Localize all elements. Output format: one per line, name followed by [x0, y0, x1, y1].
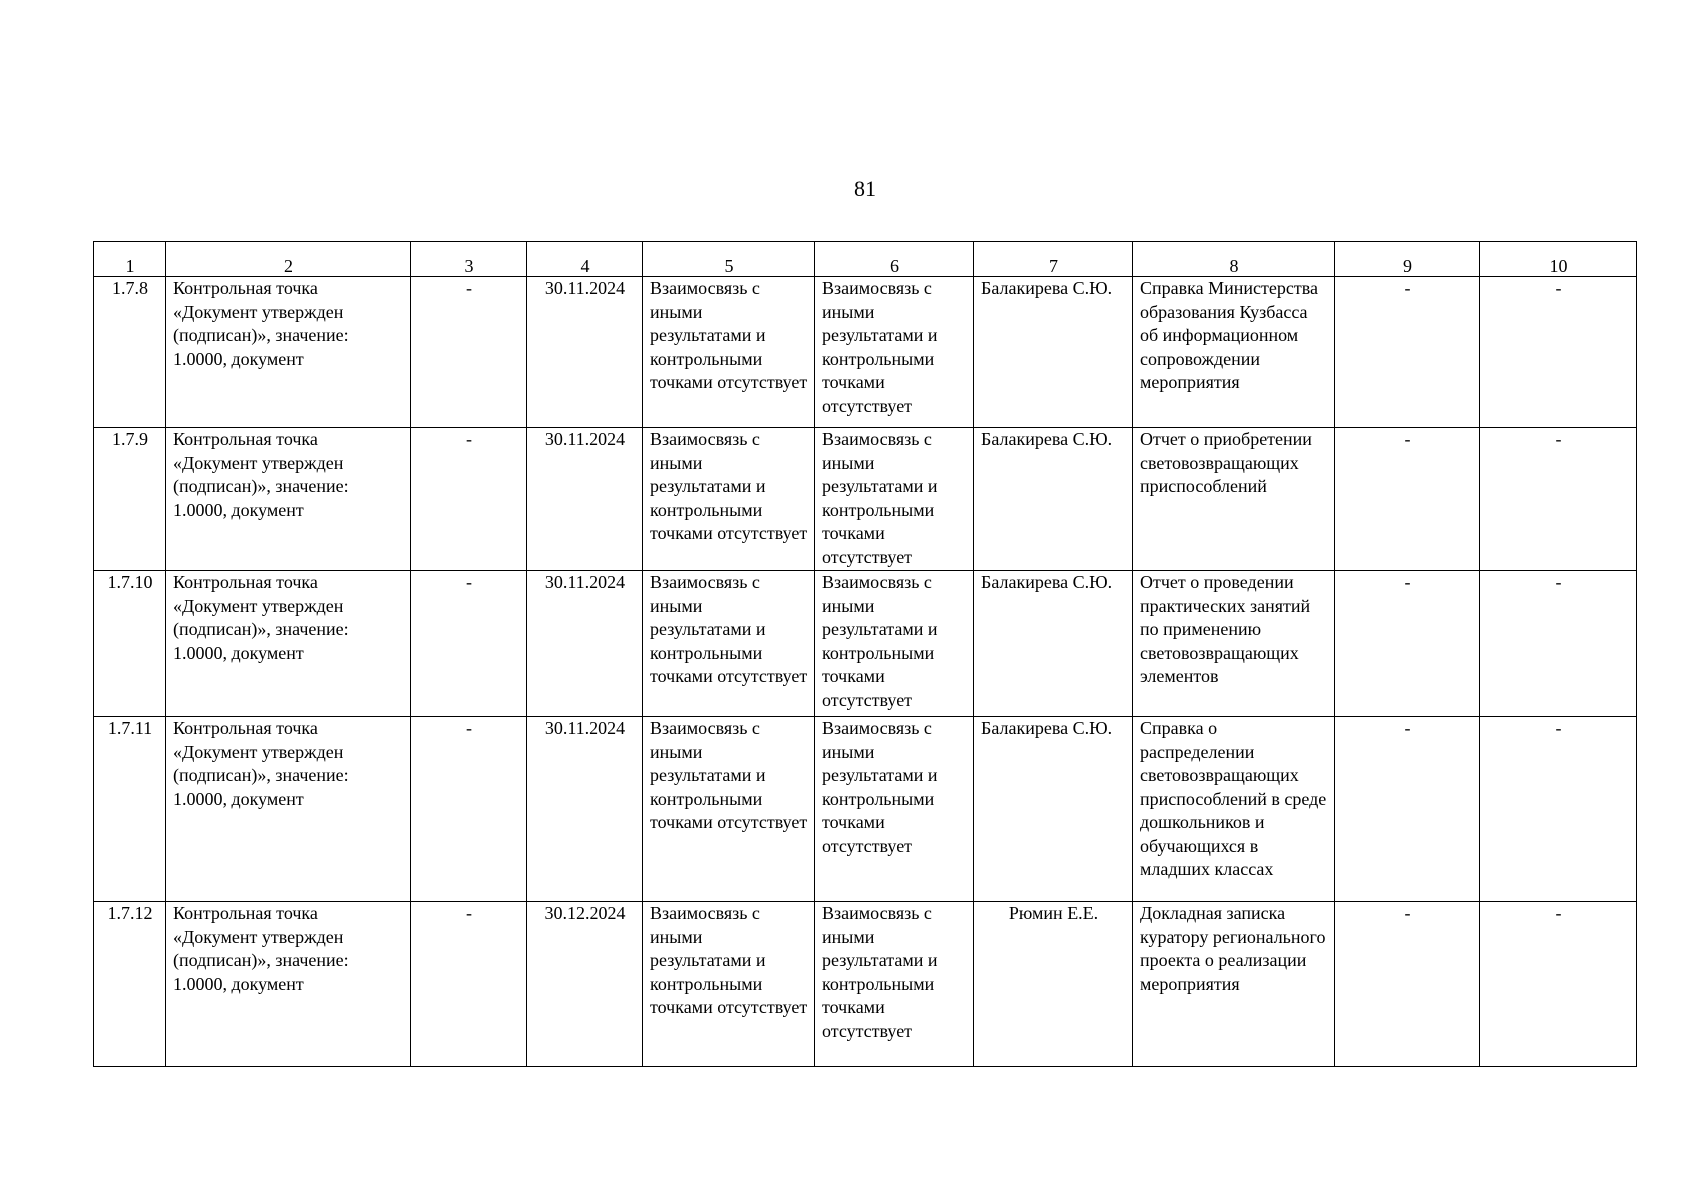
- column-header: 9: [1335, 242, 1480, 277]
- table-header-row: [94, 242, 1637, 277]
- responsible-person: Рюмин Е.Е.: [974, 902, 1133, 1067]
- table-row: [94, 902, 1637, 1067]
- column-9-cell: -: [1335, 571, 1480, 717]
- column-10-cell: -: [1480, 428, 1637, 571]
- due-date: 30.11.2024: [527, 428, 643, 571]
- column-header: 7: [974, 242, 1133, 277]
- result-document: Отчет о приобретении световозвращающих приспособлений: [1133, 428, 1335, 571]
- result-document: Докладная записка куратору регионального проекта о реализации мероприятия: [1133, 902, 1335, 1067]
- predecessor-cell: -: [411, 428, 527, 571]
- result-document: Справка о распределении световозвращающих приспособлений в среде дошкольников и обучающихся в младших классах: [1133, 717, 1335, 902]
- page-number: 81: [854, 176, 876, 201]
- column-10-cell: -: [1480, 571, 1637, 717]
- link-previous: Взаимосвязь с иными результатами и контрольными точками отсутствует: [643, 717, 815, 902]
- predecessor-cell: -: [411, 902, 527, 1067]
- column-header: 4: [527, 242, 643, 277]
- column-9-cell: -: [1335, 902, 1480, 1067]
- predecessor-cell: -: [411, 277, 527, 428]
- link-next: Взаимосвязь с иными результатами и контрольными точками отсутствует: [815, 571, 974, 717]
- column-header: 6: [815, 242, 974, 277]
- responsible-person: Балакирева С.Ю.: [974, 571, 1133, 717]
- result-document: Отчет о проведении практических занятий по применению световозвращающих элементов: [1133, 571, 1335, 717]
- link-next: Взаимосвязь с иными результатами и контрольными точками отсутствует: [815, 717, 974, 902]
- column-header: 3: [411, 242, 527, 277]
- link-next: Взаимосвязь с иными результатами и контрольными точками отсутствует: [815, 902, 974, 1067]
- due-date: 30.11.2024: [527, 571, 643, 717]
- link-next: Взаимосвязь с иными результатами и контрольными точками отсутствует: [815, 428, 974, 571]
- row-number: 1.7.12: [94, 902, 166, 1067]
- row-number: 1.7.9: [94, 428, 166, 571]
- column-9-cell: -: [1335, 277, 1480, 428]
- control-point-name: Контрольная точка «Документ утвержден (подписан)», значение: 1.0000, документ: [166, 902, 411, 1067]
- due-date: 30.11.2024: [527, 717, 643, 902]
- column-header: 1: [94, 242, 166, 277]
- column-10-cell: -: [1480, 277, 1637, 428]
- link-previous: Взаимосвязь с иными результатами и контрольными точками отсутствует: [643, 277, 815, 428]
- responsible-person: Балакирева С.Ю.: [974, 717, 1133, 902]
- column-header: 10: [1480, 242, 1637, 277]
- predecessor-cell: -: [411, 571, 527, 717]
- column-9-cell: -: [1335, 428, 1480, 571]
- column-9-cell: -: [1335, 717, 1480, 902]
- link-previous: Взаимосвязь с иными результатами и контрольными точками отсутствует: [643, 428, 815, 571]
- responsible-person: Балакирева С.Ю.: [974, 428, 1133, 571]
- link-previous: Взаимосвязь с иными результатами и контрольными точками отсутствует: [643, 902, 815, 1067]
- control-point-name: Контрольная точка «Документ утвержден (подписан)», значение: 1.0000, документ: [166, 571, 411, 717]
- row-number: 1.7.10: [94, 571, 166, 717]
- control-points-table: [93, 241, 1637, 1067]
- predecessor-cell: -: [411, 717, 527, 902]
- link-previous: Взаимосвязь с иными результатами и контрольными точками отсутствует: [643, 571, 815, 717]
- responsible-person: Балакирева С.Ю.: [974, 277, 1133, 428]
- column-header: 2: [166, 242, 411, 277]
- result-document: Справка Министерства образования Кузбасса об информационном сопровождении мероприятия: [1133, 277, 1335, 428]
- control-point-name: Контрольная точка «Документ утвержден (подписан)», значение: 1.0000, документ: [166, 717, 411, 902]
- column-header: 5: [643, 242, 815, 277]
- column-header: 8: [1133, 242, 1335, 277]
- column-10-cell: -: [1480, 902, 1637, 1067]
- due-date: 30.12.2024: [527, 902, 643, 1067]
- link-next: Взаимосвязь с иными результатами и контрольными точками отсутствует: [815, 277, 974, 428]
- table-row: [94, 717, 1637, 902]
- row-number: 1.7.11: [94, 717, 166, 902]
- table-row: [94, 428, 1637, 571]
- control-point-name: Контрольная точка «Документ утвержден (подписан)», значение: 1.0000, документ: [166, 277, 411, 428]
- column-10-cell: -: [1480, 717, 1637, 902]
- row-number: 1.7.8: [94, 277, 166, 428]
- table-row: [94, 277, 1637, 428]
- table-row: [94, 571, 1637, 717]
- control-point-name: Контрольная точка «Документ утвержден (подписан)», значение: 1.0000, документ: [166, 428, 411, 571]
- due-date: 30.11.2024: [527, 277, 643, 428]
